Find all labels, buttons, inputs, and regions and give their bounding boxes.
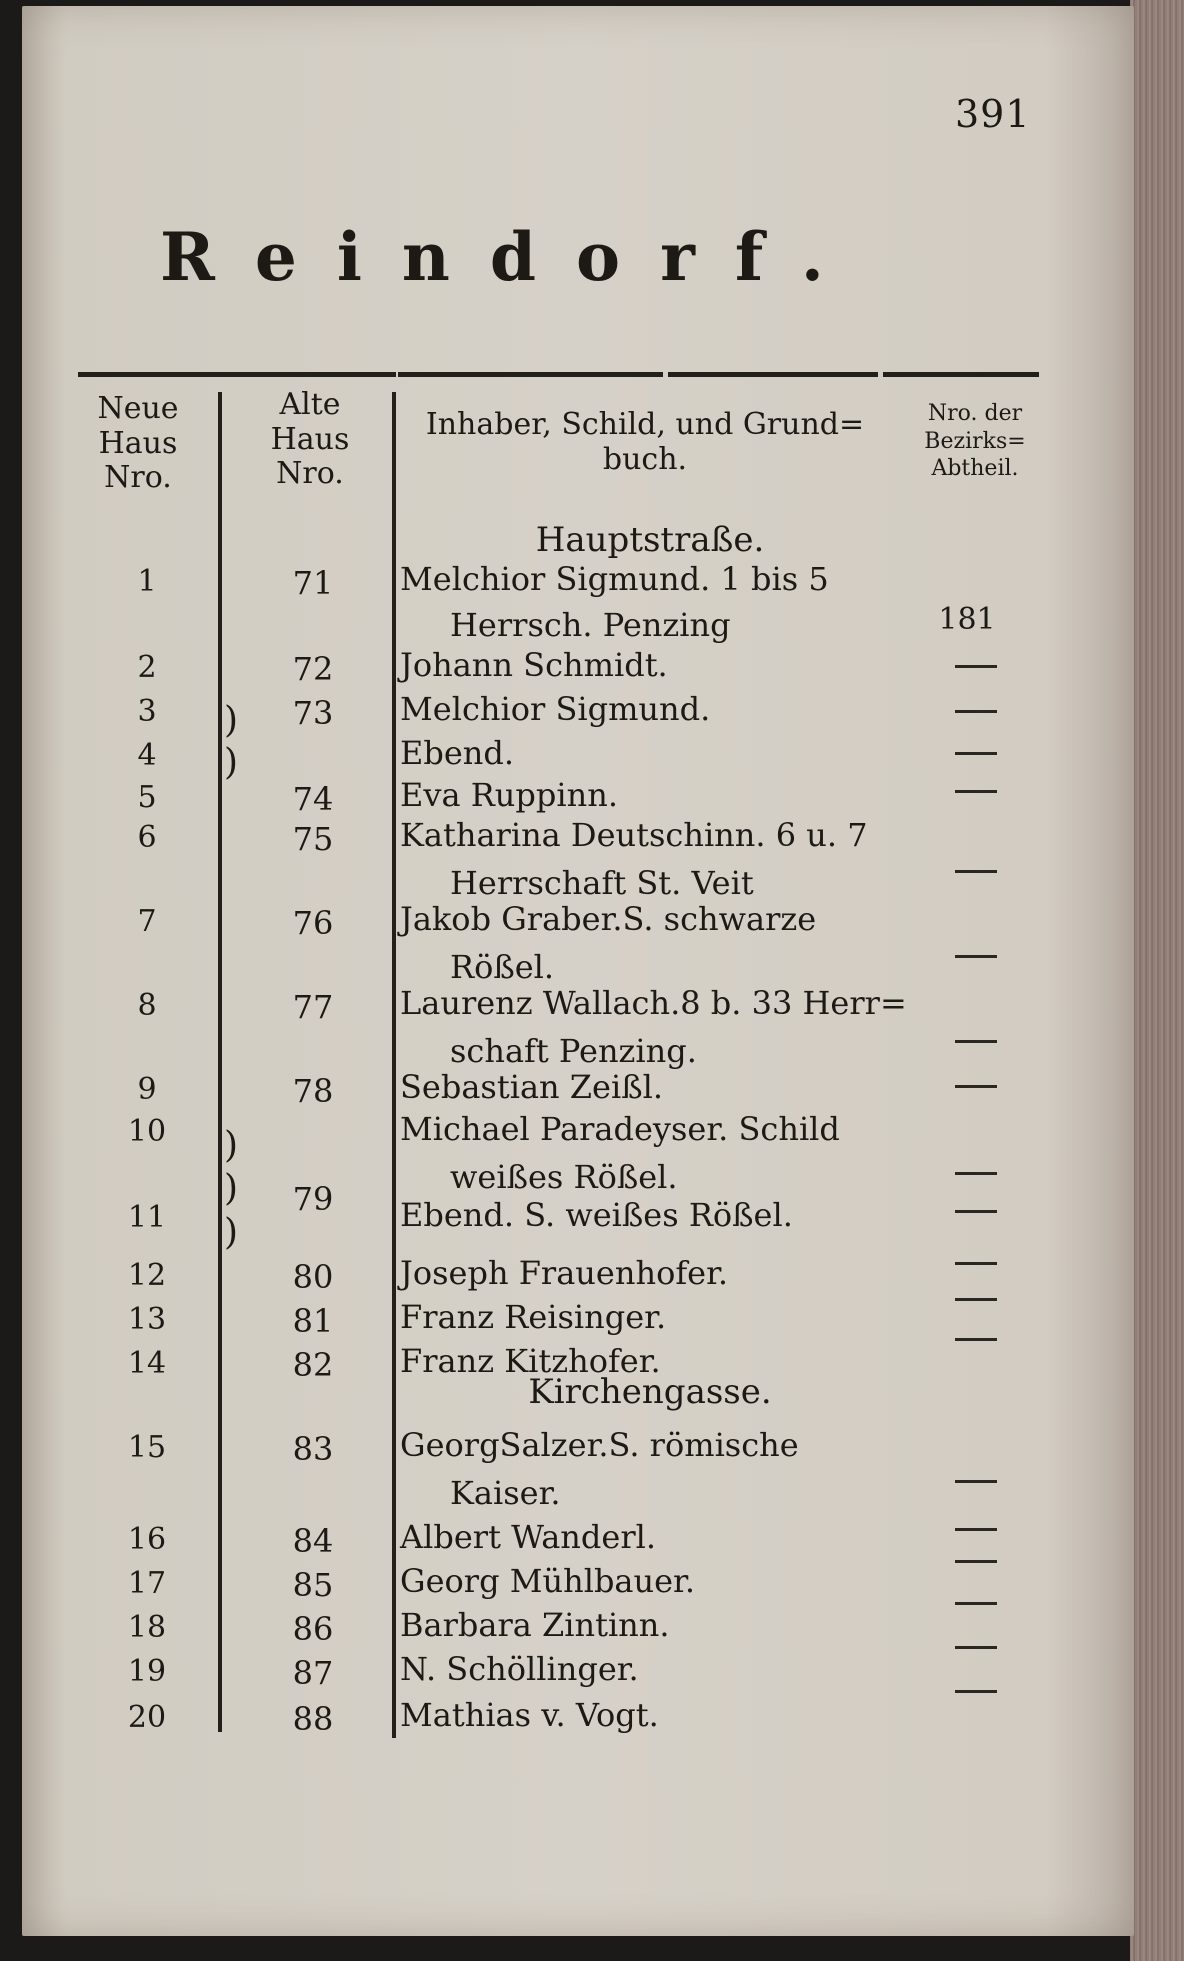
district-ditto-mark <box>955 1085 997 1088</box>
owner-entry: Ebend. <box>400 734 515 772</box>
header-old-house: Alte Haus Nro. <box>270 387 350 491</box>
brace-mark: ) <box>224 700 239 741</box>
header-rule <box>78 372 396 377</box>
owner-entry: Georg Mühlbauer. <box>400 1562 695 1600</box>
district-ditto-mark <box>955 1528 997 1531</box>
owner-entry: Franz Reisinger. <box>400 1298 667 1336</box>
district-ditto-mark <box>955 1602 997 1605</box>
brace-mark: ) <box>224 742 239 783</box>
new-house-number: 4 <box>137 738 157 773</box>
owner-entry: Michael Paradeyser. Schild <box>400 1110 840 1148</box>
owner-entry: Franz Kitzhofer. <box>400 1342 661 1380</box>
new-house-number: 18 <box>127 1610 167 1645</box>
old-house-number: 76 <box>292 904 334 942</box>
old-house-number: 74 <box>292 780 334 818</box>
new-house-number: 17 <box>127 1566 167 1601</box>
new-house-number: 10 <box>127 1114 167 1149</box>
header-rule <box>398 372 663 377</box>
district-ditto-mark <box>955 1298 997 1301</box>
district-ditto-mark <box>955 1480 997 1483</box>
brace-mark: ) <box>224 1212 239 1253</box>
page-title: Reindorf. <box>160 218 864 296</box>
book-page-edge <box>1130 0 1184 1961</box>
new-house-number: 8 <box>137 988 157 1023</box>
header-district: Nro. der Bezirks= Abtheil. <box>924 401 1026 481</box>
column-divider <box>392 392 396 1738</box>
header-owner: Inhaber, Schild, und Grund= buch. <box>425 407 865 477</box>
owner-entry: Johann Schmidt. <box>400 646 668 684</box>
owner-entry: Barbara Zintinn. <box>400 1606 670 1644</box>
old-house-number: 79 <box>292 1180 334 1218</box>
section-heading: Kirchengasse. <box>528 1372 772 1412</box>
section-heading: Hauptstraße. <box>535 520 765 560</box>
new-house-number: 7 <box>137 904 157 939</box>
owner-entry: Laurenz Wallach.8 b. 33 Herr= <box>400 984 907 1022</box>
new-house-number: 11 <box>127 1200 167 1235</box>
old-house-number: 72 <box>292 650 334 688</box>
district-ditto-mark <box>955 1210 997 1213</box>
owner-entry-continued: Herrsch. Penzing <box>450 606 731 644</box>
district-ditto-mark <box>955 1262 997 1265</box>
new-house-number: 5 <box>137 780 157 815</box>
owner-entry-continued: Herrschaft St. Veit <box>450 864 754 902</box>
new-house-number: 12 <box>127 1258 167 1293</box>
district-ditto-mark <box>955 1338 997 1341</box>
district-ditto-mark <box>955 955 997 958</box>
header-rule <box>668 372 878 377</box>
old-house-number: 83 <box>292 1430 334 1468</box>
brace-mark: ) <box>224 1125 239 1166</box>
header-rule <box>883 372 1039 377</box>
new-house-number: 2 <box>137 650 157 685</box>
new-house-number: 13 <box>127 1302 167 1337</box>
owner-entry: Ebend. S. weißes Rößel. <box>400 1196 793 1234</box>
district-ditto-mark <box>955 1172 997 1175</box>
owner-entry: Sebastian Zeißl. <box>400 1068 663 1106</box>
owner-entry: Mathias v. Vogt. <box>400 1696 659 1734</box>
old-house-number: 80 <box>292 1258 334 1296</box>
header-new-house: Neue Haus Nro. <box>97 391 179 495</box>
old-house-number: 85 <box>292 1566 334 1604</box>
owner-entry: GeorgSalzer.S. römische <box>400 1426 799 1464</box>
owner-entry-continued: Kaiser. <box>450 1474 561 1512</box>
old-house-number: 73 <box>292 694 334 732</box>
new-house-number: 16 <box>127 1522 167 1557</box>
new-house-number: 6 <box>137 820 157 855</box>
new-house-number: 3 <box>137 694 157 729</box>
district-ditto-mark <box>955 790 997 793</box>
owner-entry: Melchior Sigmund. <box>400 690 711 728</box>
district-ditto-mark <box>955 752 997 755</box>
owner-entry-continued: Rößel. <box>450 948 555 986</box>
new-house-number: 15 <box>127 1430 167 1465</box>
owner-entry-continued: schaft Penzing. <box>450 1032 697 1070</box>
old-house-number: 75 <box>292 820 334 858</box>
owner-entry: Albert Wanderl. <box>400 1518 657 1556</box>
owner-entry: Jakob Graber.S. schwarze <box>400 900 817 938</box>
old-house-number: 77 <box>292 988 334 1026</box>
owner-entry: Melchior Sigmund. 1 bis 5 <box>400 560 829 598</box>
old-house-number: 88 <box>292 1700 334 1738</box>
district-ditto-mark <box>955 1690 997 1693</box>
new-house-number: 14 <box>127 1346 167 1381</box>
page-number: 391 <box>955 92 1031 136</box>
owner-entry: Katharina Deutschinn. 6 u. 7 <box>400 816 868 854</box>
new-house-number: 1 <box>137 564 157 599</box>
old-house-number: 87 <box>292 1654 334 1692</box>
old-house-number: 81 <box>292 1302 334 1340</box>
brace-mark: ) <box>224 1168 239 1209</box>
owner-entry-continued: weißes Rößel. <box>450 1158 678 1196</box>
district-number: 181 <box>938 602 996 637</box>
new-house-number: 9 <box>137 1072 157 1107</box>
district-ditto-mark <box>955 870 997 873</box>
old-house-number: 86 <box>292 1610 334 1648</box>
district-ditto-mark <box>955 710 997 713</box>
owner-entry: Eva Ruppinn. <box>400 776 618 814</box>
district-ditto-mark <box>955 1040 997 1043</box>
old-house-number: 71 <box>292 564 334 602</box>
owner-entry: Joseph Frauenhofer. <box>400 1254 729 1292</box>
old-house-number: 84 <box>292 1522 334 1560</box>
column-divider <box>218 392 222 1732</box>
old-house-number: 78 <box>292 1072 334 1110</box>
owner-entry: N. Schöllinger. <box>400 1650 639 1688</box>
new-house-number: 19 <box>127 1654 167 1689</box>
district-ditto-mark <box>955 1560 997 1563</box>
district-ditto-mark <box>955 665 997 668</box>
new-house-number: 20 <box>127 1700 167 1735</box>
district-ditto-mark <box>955 1646 997 1649</box>
old-house-number: 82 <box>292 1346 334 1384</box>
